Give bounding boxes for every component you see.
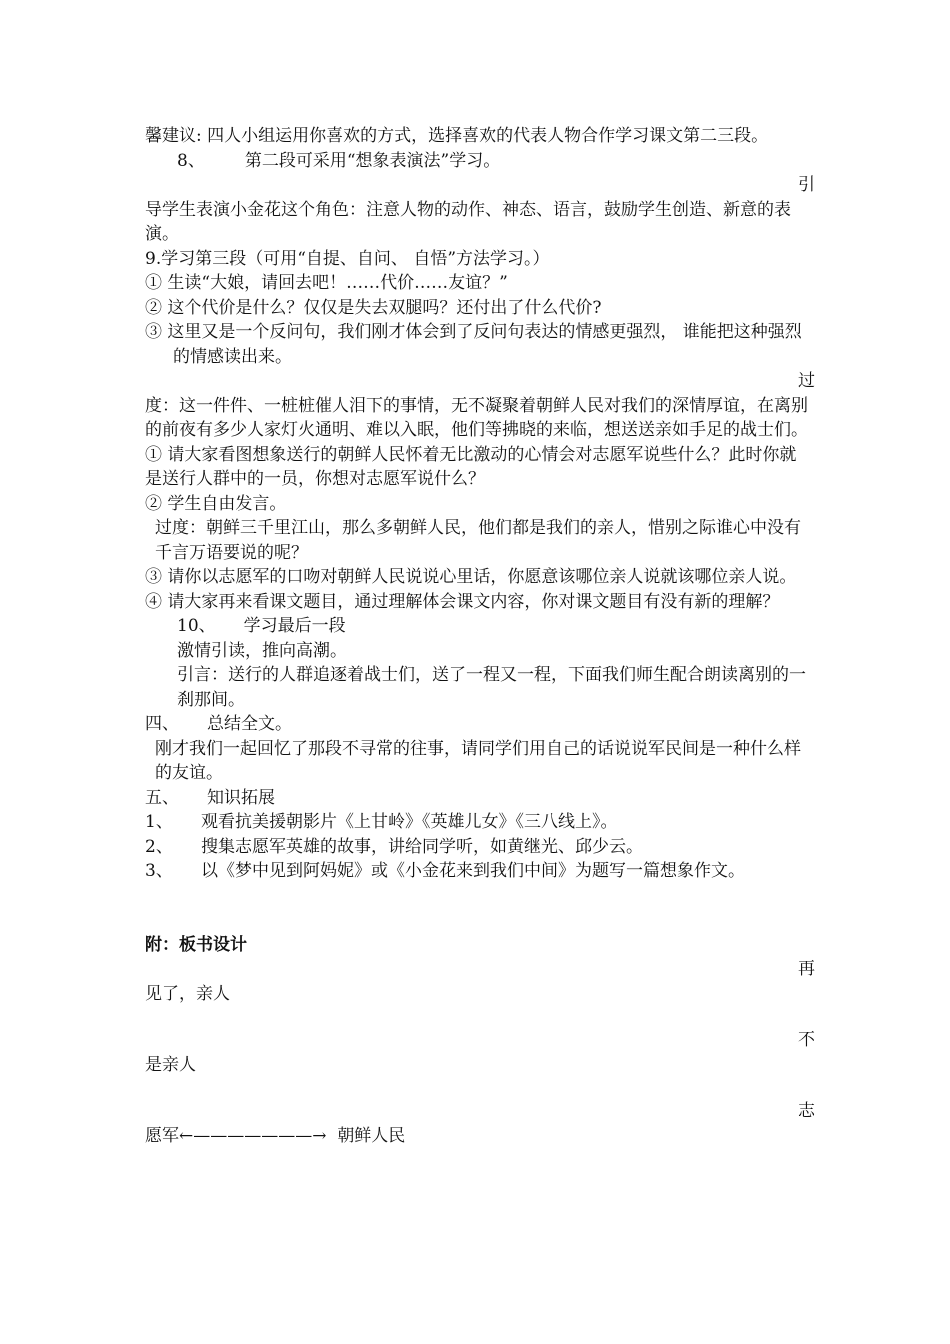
- list-item-price-question: ② 这个代价是什么？仅仅是失去双腿吗？还付出了什么代价?: [145, 297, 602, 318]
- paragraph-recall: 刚才我们一起回忆了那段不寻常的往事，请同学们用自己的话说说军民间是一种什么样的友谊。: [155, 738, 801, 783]
- board-lead-char: 不: [798, 1030, 815, 1050]
- list-number: 3、: [145, 861, 173, 881]
- list-item-watch-films: [145, 810, 810, 835]
- board-right-term: 朝鲜人民: [337, 1125, 406, 1146]
- paragraph-introduction: 引言：送行的人群追逐着战士们，送了一程又一程，下面我们师生配合朗读离别的一刹那间。: [177, 665, 806, 710]
- board-line-3: [145, 1124, 810, 1149]
- section-extension: [145, 786, 810, 811]
- step-number: 8、: [177, 150, 205, 171]
- paragraph-transition-2: 过度：朝鲜三千里江山，那么多朝鲜人民，他们都是我们的亲人，惜别之际谁心中没有千言万语要说的呢？: [155, 518, 801, 563]
- section-summary: [145, 712, 810, 737]
- list-text: 观看抗美援朝影片《上甘岭》《英雄儿女》《三八线上》。: [201, 812, 618, 832]
- step-text: 第二段可采用“想象表演法”学习。: [244, 150, 501, 171]
- board-lead-char: 再: [798, 959, 815, 979]
- list-item-title-understanding: ④ 请大家再来看课文题目，通过理解体会课文内容，你对课文题目有没有新的理解？: [145, 591, 780, 612]
- lesson-plan-body: [145, 124, 815, 1148]
- board-lead-char: 志: [798, 1101, 815, 1121]
- step-number: 10、: [177, 616, 216, 636]
- paragraph-passionate-reading: 激情引读，推向高潮。: [177, 640, 347, 661]
- paragraph-step-10: [145, 614, 810, 639]
- list-item-write-essay: [145, 859, 810, 884]
- paragraph-step-8: [145, 149, 810, 174]
- board-line-1: 见了，亲人: [145, 983, 230, 1004]
- paragraph-lead-char: 引: [798, 175, 815, 195]
- spacer: [145, 884, 810, 933]
- paragraph-transition: 度：这一件件、一桩桩催人泪下的事情，无不凝聚着朝鲜人民对我们的深情厚谊，在离别的前夜有多少人家灯火通明、难以入眠，他们等拂晓的来临，想送送亲如手足的战士们。: [145, 395, 808, 440]
- list-item-read-aloud: ① 生读“大娘，请回去吧！……代价……友谊？”: [145, 273, 508, 293]
- board-line-2: 是亲人: [145, 1054, 196, 1075]
- step-text: 学习最后一段: [243, 616, 346, 636]
- section-text: 知识拓展: [207, 787, 275, 808]
- list-item-free-speech: ② 学生自由发言。: [145, 493, 287, 514]
- paragraph-suggestion: 馨建议: 四人小组运用你喜欢的方式，选择喜欢的代表人物合作学习课文第二三段。: [145, 126, 769, 146]
- list-item-imagine-farewell: ① 请大家看图想象送行的朝鲜人民怀着无比激动的心情会对志愿军说些什么？此时你就是送行人群中的一员，你想对志愿军说什么？: [145, 444, 797, 489]
- board-left-term: 愿军: [145, 1125, 179, 1146]
- list-item-rhetorical-question: ③ 这里又是一个反问句，我们刚才体会到了反问句表达的情感更强烈， 谁能把这种强烈的情感读出来。: [145, 322, 802, 367]
- spacer: [145, 1006, 810, 1028]
- section-text: 总结全文。: [207, 714, 292, 734]
- double-arrow-icon: ←———————→: [179, 1125, 327, 1146]
- list-item-collect-stories: [145, 835, 810, 860]
- paragraph-guide-acting: 导学生表演小金花这个角色：注意人物的动作、神态、语言，鼓励学生创造、新意的表演。: [145, 199, 791, 244]
- board-design-title: 附：板书设计: [145, 934, 247, 955]
- list-item-volunteer-voice: ③ 请你以志愿军的口吻对朝鲜人民说说心里话，你愿意该哪位亲人说就该哪位亲人说。: [145, 567, 797, 587]
- list-number: 1、: [145, 812, 173, 832]
- section-number: 五、: [145, 787, 179, 808]
- list-text: 以《梦中见到阿妈妮》或《小金花来到我们中间》为题写一篇想象作文。: [201, 861, 745, 881]
- spacer: [145, 1077, 810, 1099]
- section-number: 四、: [145, 714, 179, 734]
- list-number: 2、: [145, 836, 173, 857]
- list-text: 搜集志愿军英雄的故事，讲给同学听，如黄继光、邱少云。: [201, 836, 643, 857]
- paragraph-step-9: 9.学习第三段（可用“自提、自问、 自悟”方法学习。）: [145, 248, 550, 269]
- paragraph-lead-char: 过: [798, 371, 815, 391]
